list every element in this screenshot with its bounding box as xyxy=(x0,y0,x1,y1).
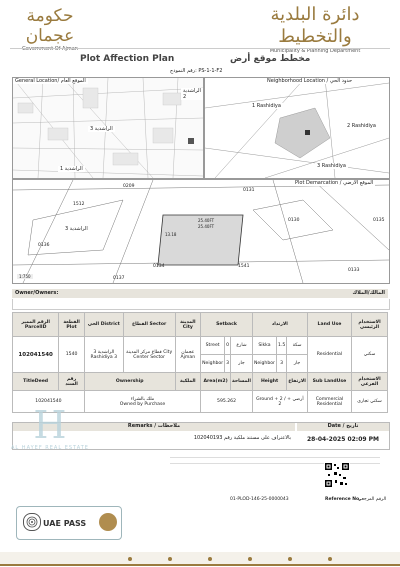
col-sector: القطاع Sector xyxy=(123,313,175,337)
qr-code xyxy=(324,462,350,488)
col-sub-land-use-ar: الاستخدام الفرعي xyxy=(352,373,388,391)
district-value: الراشدية 3 Rashidiya 3 xyxy=(84,337,123,373)
setback-sikka-label: Sikka xyxy=(252,337,276,355)
col-title-deed: TitleDeed xyxy=(13,373,59,391)
col-area: Area(m2) xyxy=(201,373,231,391)
watermark-brand: AL HAYEF REAL ESTATE xyxy=(11,445,89,451)
col-parcel-id: الرقم المميز ParcelID xyxy=(13,313,59,337)
plot-number-1541: 1541 xyxy=(238,264,250,269)
qr-code-svg xyxy=(324,462,350,488)
plot-number-0133: 0133 xyxy=(348,268,360,273)
col-setback: Setback xyxy=(201,313,253,337)
date-header: Date / تاريخ xyxy=(297,423,389,431)
plot-value: 1540 xyxy=(59,337,85,373)
col-height: Height xyxy=(252,373,286,391)
general-location-label: General Location/ الموقع العام xyxy=(15,78,86,84)
plan-title-en: Plot Affection Plan xyxy=(80,54,175,64)
land-use-value: Residential xyxy=(307,337,351,373)
plot-demarcation-map xyxy=(12,179,390,284)
col-ownership-ar: الملكية xyxy=(175,373,201,391)
plot-number-0135: 0135 xyxy=(373,218,385,223)
setback-street-ar: شارع xyxy=(231,337,253,355)
general-location-map xyxy=(12,77,204,179)
height-en: Ground + 2 xyxy=(256,396,283,402)
plot-side-length: 13.18 xyxy=(165,232,177,237)
col-plot: القطعة Plot xyxy=(59,313,85,337)
plot-number-1512: 1512 xyxy=(73,202,85,207)
col-title-deed-ar: رقم السند xyxy=(59,373,85,391)
general-label-1: الراشدية 2 xyxy=(181,88,203,100)
setback-neighbor-label: Neighbor xyxy=(201,355,225,373)
plot-number-0209: 0209 xyxy=(123,184,135,189)
col-city: المدينة City xyxy=(175,313,201,337)
remarks-label-ar: ملاحظات xyxy=(157,423,181,429)
col-district: الحي District xyxy=(84,313,123,337)
neighborhood-map xyxy=(204,77,390,179)
plot-demarcation-label: Plot Demarcation / الموقع الأرضي xyxy=(295,180,374,186)
footer-bar xyxy=(0,552,400,566)
uae-pass-label: UAE PASS xyxy=(43,519,87,528)
neighborhood-label-2: 2 Rashidiya xyxy=(347,123,376,129)
watermark-logo xyxy=(10,405,90,451)
setback-street-label: Street xyxy=(201,337,225,355)
col-land-use-ar: الاستخدام الرئيسي xyxy=(352,313,388,337)
watermark-letter: H xyxy=(33,403,67,447)
col-land-use: Land Use xyxy=(307,313,351,337)
plot-number-0134: 0134 xyxy=(153,264,165,269)
col-area-ar: المساحة xyxy=(231,373,253,391)
date-value: 28-04-2025 02:09 PM xyxy=(306,436,380,443)
area-value: 595.262 xyxy=(201,391,253,413)
owners-value-box xyxy=(12,299,390,310)
logo-right-english: Municipality & Planning Department xyxy=(269,48,361,54)
sub-land-use-ar-value: سكني تجاري xyxy=(352,391,388,413)
government-of-ajman-logo xyxy=(10,6,90,52)
date-label-en: Date xyxy=(327,423,341,429)
plot-number-0136: 0136 xyxy=(38,243,50,248)
neighborhood-plot-marker xyxy=(305,130,310,135)
setback-neighbor2-value: 3 xyxy=(276,355,286,373)
fingerprint-icon-svg xyxy=(24,514,40,530)
ownership-value xyxy=(84,391,200,413)
logo-left-english: Government Of Ajman xyxy=(22,46,78,52)
plot-dimension-2: 25.40FT xyxy=(198,224,215,229)
municipality-logo xyxy=(240,4,390,54)
sector-value: قطاع مركز المدينة City Center Sector xyxy=(123,337,175,373)
footer-icons xyxy=(0,552,400,566)
reference-label-en: Reference No. xyxy=(325,497,361,502)
ownership-en: Owned by Purchase xyxy=(119,401,166,407)
remarks-label-en: Remarks xyxy=(127,423,153,429)
owners-label-ar: المالك/الملاك xyxy=(352,290,385,296)
setback-street-value: 0 xyxy=(225,337,231,355)
setback-neighbor2-ar: جار xyxy=(287,355,308,373)
date-label-ar: تاريخ xyxy=(346,423,359,429)
city-value: عجمان Ajman xyxy=(175,337,201,373)
seal-icon xyxy=(99,513,117,531)
setback-sikka-ar: سكة xyxy=(287,337,308,355)
logo-left-arabic: حكومة عجمان xyxy=(25,6,75,46)
land-use-ar-value: سكني xyxy=(352,337,388,373)
title-deed-value: 102041540 xyxy=(13,391,85,413)
neighborhood-label-3: 3 Rashidiya xyxy=(317,163,346,169)
demarcation-district-label: الراشدية 3 xyxy=(65,226,88,232)
remarks-header: Remarks / ملاحظات xyxy=(13,423,295,431)
uae-pass-badge xyxy=(16,506,122,540)
reference-value: 01-PLOD-146-25-0000043 xyxy=(230,497,289,502)
setback-neighbor2-label: Neighbor xyxy=(252,355,276,373)
form-number: رقم النموذج: PS-1-1-F2 xyxy=(170,68,223,74)
plot-number-0131: 0131 xyxy=(243,188,255,193)
general-label-3: الراشدية 1 xyxy=(60,166,83,172)
plot-number-0137: 0137 xyxy=(113,276,125,281)
remarks-text: بالاعتراف على مستند ملكية رقم 102040193 xyxy=(193,435,291,441)
height-value: Ground + 2 / أرضي + 2 xyxy=(252,391,307,413)
height-ar: أرضي + 2 xyxy=(278,396,304,407)
header-divider xyxy=(10,48,390,49)
plot-number-0130: 0130 xyxy=(288,218,300,223)
plot-marker xyxy=(188,138,194,144)
col-sub-land-use: Sub LandUse xyxy=(307,373,351,391)
sub-land-use-value: Commercial Residential xyxy=(307,391,351,413)
parcel-info-table xyxy=(12,312,388,413)
neighborhood-location-label: Neighborhood Location / حدود الحي xyxy=(267,78,353,84)
setback-neighbor-value: 3 xyxy=(225,355,231,373)
reference-label-ar: الرقم المرجعي xyxy=(358,497,387,502)
owners-label-en: Owner/Owners: xyxy=(15,290,59,296)
setback-sikka-value: 1.5 xyxy=(276,337,286,355)
col-setback-ar: الارتداد xyxy=(252,313,307,337)
owners-bar xyxy=(12,289,388,298)
plan-title-ar: مخطط موقع أرض xyxy=(230,54,311,64)
map-scale: 1:750 xyxy=(19,274,31,279)
col-ownership: Ownership xyxy=(84,373,175,391)
plot-dimension-1: 25.40FT xyxy=(198,218,215,223)
setback-neighbor-ar: جار xyxy=(231,355,253,373)
logo-right-arabic: دائرة البلدية والتخطيط xyxy=(270,4,360,47)
fingerprint-icon xyxy=(23,513,41,531)
ownership-ar: ملك بالشراء xyxy=(130,396,155,402)
neighborhood-label-1: 1 Rashidiya xyxy=(252,103,281,109)
general-label-2: الراشدية 3 xyxy=(90,126,113,132)
parcel-id-value: 102041540 xyxy=(13,337,59,373)
col-height-ar: الارتفاع xyxy=(287,373,308,391)
